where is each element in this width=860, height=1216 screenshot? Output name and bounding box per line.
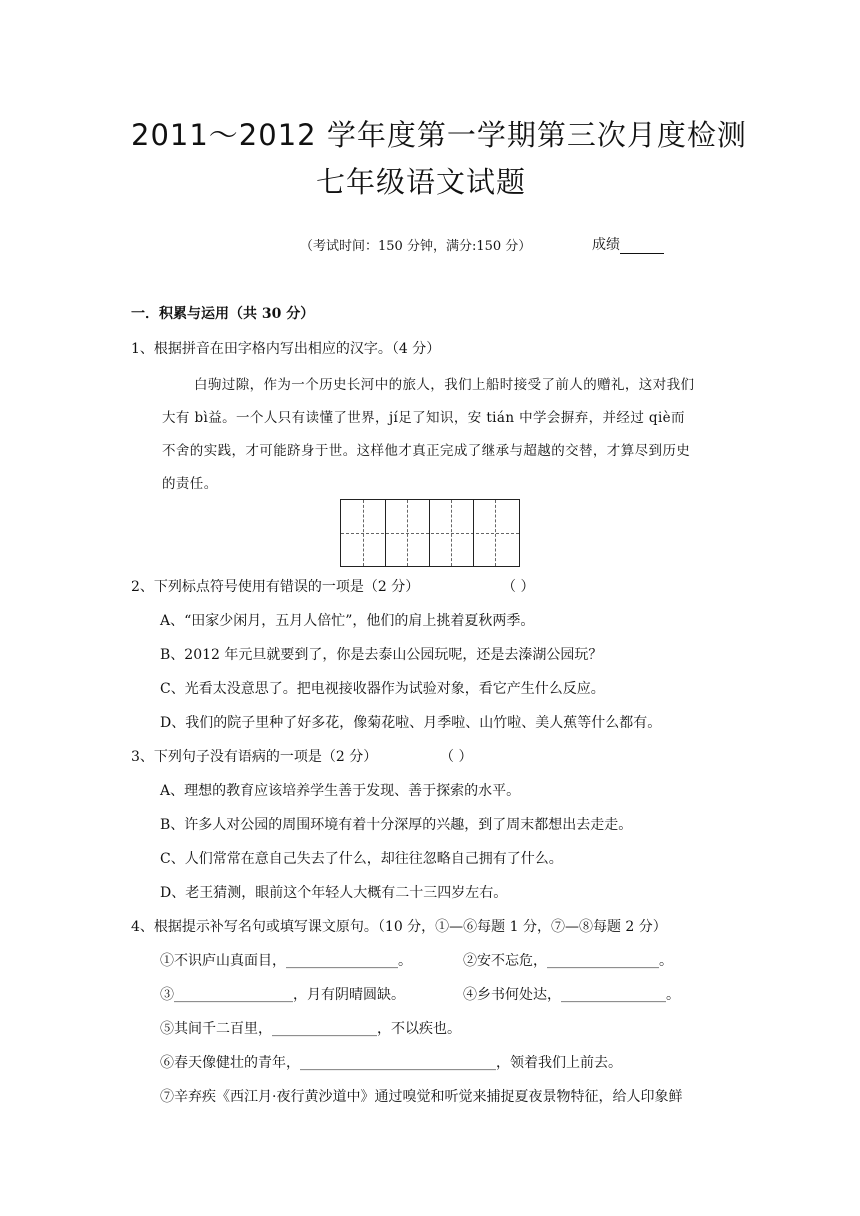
option-a: A、“田家少闲月，五月人倍忙”，他们的肩上挑着夏秋两季。 xyxy=(160,613,535,629)
question-1-stem: 1、根据拼音在田字格内写出相应的汉字。（4 分） xyxy=(131,341,441,357)
score-field xyxy=(592,234,664,254)
score-label: 成绩 xyxy=(592,237,620,253)
passage-line: 的责任。 xyxy=(162,476,218,492)
option-c: C、光看太没意思了。把电视接收器作为试验对象，看它产生什么反应。 xyxy=(160,681,605,697)
score-blank xyxy=(620,239,664,254)
question-3-stem: 3、下列句子没有语病的一项是（2 分） xyxy=(131,749,378,765)
option-d: D、我们的院子里种了好多花，像菊花啦、月季啦、山竹啦、美人蕉等什么都有。 xyxy=(160,715,662,731)
option-d: D、老王猜测，眼前这个年轻人大概有二十三四岁左右。 xyxy=(160,885,508,901)
exam-title: 2011～2012 学年度第一学期第三次月度检测 xyxy=(131,118,747,152)
option-b: B、2012 年元旦就要到了，你是去泰山公园玩呢，还是去溱湖公园玩？ xyxy=(160,647,603,663)
answer-blank: （ ） xyxy=(440,749,473,765)
tianzige-grid xyxy=(340,499,520,567)
question-2-stem: 2、下列标点符号使用有错误的一项是（2 分） xyxy=(131,579,420,595)
fill-item-4: ④乡书何处达，_______________。 xyxy=(463,987,680,1003)
fill-item-7: ⑦辛弃疾《西江月·夜行黄沙道中》通过嗅觉和听觉来捕捉夏夜景物特征，给人印象鲜 xyxy=(160,1089,683,1105)
answer-blank: （ ） xyxy=(502,579,535,595)
option-c: C、人们常常在意自己失去了什么，却往往忽略自己拥有了什么。 xyxy=(160,851,563,867)
fill-item-2: ②安不忘危，________________。 xyxy=(463,953,673,969)
fill-item-3: ③_________________，月有阴晴圆缺。 xyxy=(160,987,405,1003)
passage-line: 大有 bì益。一个人只有读懂了世界，jí足了知识，安 tián 中学会摒弃，并经过 qiè而 xyxy=(162,410,685,426)
question-4-stem: 4、根据提示补写名句或填写课文原句。（10 分，①—⑥每题 1 分，⑦—⑧每题 2 分） xyxy=(131,919,667,935)
fill-item-6: ⑥春天像健壮的青年，____________________________，领着我们上前去。 xyxy=(160,1055,622,1071)
passage-line: 白驹过隙，作为一个历史长河中的旅人，我们上船时接受了前人的赠礼，这对我们 xyxy=(194,377,695,393)
passage-line: 不舍的实践，才可能跻身于世。这样他才真正完成了继承与超越的交替，才算尽到历史 xyxy=(162,443,691,459)
fill-item-5: ⑤其间千二百里，_______________，不以疾也。 xyxy=(160,1021,461,1037)
option-a: A、理想的教育应该培养学生善于发现、善于探索的水平。 xyxy=(160,783,521,799)
fill-item-1: ①不识庐山真面目，________________。 xyxy=(160,953,412,969)
section-heading: 一．积累与运用（共 30 分） xyxy=(131,306,315,322)
exam-subtitle: 七年级语文试题 xyxy=(316,165,527,199)
option-b: B、许多人对公园的周围环境有着十分深厚的兴趣，到了周末都想出去走走。 xyxy=(160,817,633,833)
exam-info: （考试时间：150 分钟，满分:150 分） xyxy=(300,239,532,254)
